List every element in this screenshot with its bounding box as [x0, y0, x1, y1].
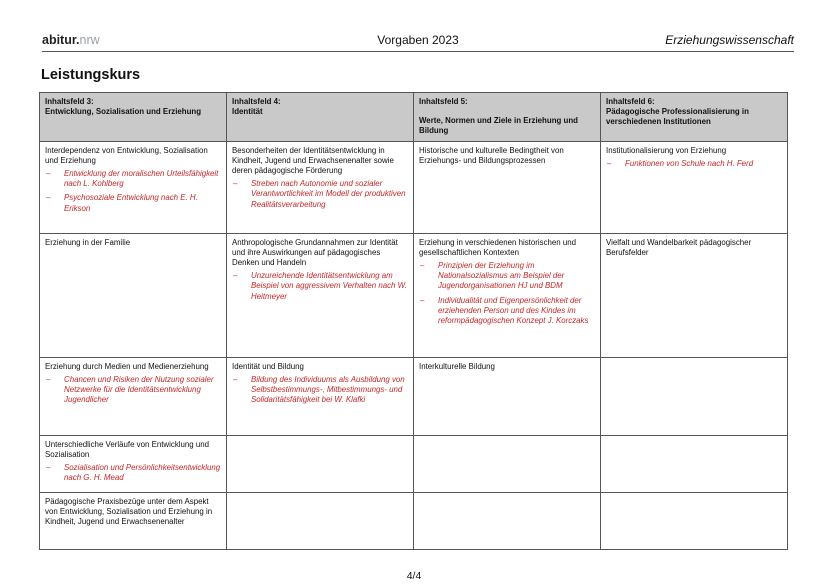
logo-main-text: abitur. [42, 33, 80, 47]
topic-text: Historische und kulturelle Bedingtheit von Erziehungs- und Bildungsprozessen [419, 145, 564, 165]
logo-suffix-text: nrw [79, 33, 100, 47]
table-cell [40, 357, 227, 435]
table-cell [40, 141, 227, 233]
focus-item: – Streben nach Autonomie und sozialer Verantwortlichkeit im Modell der produktiven Realitätsverarbeitung [232, 179, 408, 210]
table-cell [414, 492, 601, 549]
focus-list [606, 159, 782, 169]
column-header-title: Inhaltsfeld 4: [232, 97, 281, 106]
topic-text: Pädagogische Praxisbezüge unter dem Aspekt von Entwicklung, Sozialisation und Erziehung in Kindheit, Jugend und Erwachsenenalter [45, 496, 213, 527]
column-header [40, 93, 227, 142]
table-cell [414, 435, 601, 492]
table-cell [601, 141, 788, 233]
focus-item: – Unzureichende Identitätsentwicklung am Beispiel von aggressivem Verhalten nach W. Heitmeyer [232, 271, 408, 302]
table-cell [601, 435, 788, 492]
topic-text: Interkulturelle Bildung [419, 361, 495, 371]
focus-item: – Sozialisation und Persönlichkeitsentwicklung nach G. H. Mead [45, 463, 221, 483]
topic-text: Interdependenz von Entwicklung, Sozialisation und Erziehung [45, 145, 208, 165]
table-cell [414, 233, 601, 357]
table-row [40, 233, 788, 357]
topic-text: Unterschiedliche Verläufe von Entwicklung und Sozialisation [45, 439, 210, 459]
focus-item: – Individualität und Eigenpersönlichkeit der erziehenden Person und des Kindes im reformpädagogischen Konzept J. Korczaks [419, 296, 595, 327]
table-cell [414, 141, 601, 233]
table-cell [601, 233, 788, 357]
focus-list [419, 261, 595, 326]
column-header-title: Inhaltsfeld 5: [419, 97, 468, 106]
table-body [40, 141, 788, 549]
table-row [40, 141, 788, 233]
focus-item: – Chancen und Risiken der Nutzung sozialer Netzwerke für die Identitätsentwicklung Jugendlicher [45, 375, 221, 406]
table-cell [414, 357, 601, 435]
table-cell [227, 435, 414, 492]
focus-list [45, 375, 221, 406]
table-cell [227, 492, 414, 549]
topic-text: Erziehung in der Familie [45, 237, 131, 247]
table-cell [40, 435, 227, 492]
table-row [40, 492, 788, 549]
header-subject: Erziehungswissenschaft [665, 33, 794, 47]
topic-text: Erziehung in verschiedenen historischen und gesellschaftlichen Kontexten [419, 237, 577, 257]
column-header-subtitle: Identität [232, 107, 263, 117]
focus-item: – Psychosoziale Entwicklung nach E. H. Erikson [45, 193, 221, 213]
header-center-text: Vorgaben 2023 [377, 33, 459, 47]
table-cell [227, 141, 414, 233]
table-cell [227, 233, 414, 357]
focus-item: – Prinzipien der Erziehung im Nationalsozialismus am Beispiel der Jugendorganisationen HJ und BDM [419, 261, 595, 292]
table-cell [40, 492, 227, 549]
page-title: Leistungskurs [41, 67, 141, 83]
focus-list [232, 179, 408, 210]
topic-text: Anthropologische Grundannahmen zur Identität und ihre Auswirkungen auf pädagogisches Denken und Handeln [232, 237, 398, 268]
table-cell [40, 233, 227, 357]
focus-item: – Funktionen von Schule nach H. Ferd [606, 159, 782, 169]
table-cell [601, 492, 788, 549]
topic-text: Vielfalt und Wandelbarkeit pädagogischer Berufsfelder [606, 237, 752, 257]
topic-text: Identität und Bildung [232, 361, 304, 371]
curriculum-table [39, 92, 788, 550]
column-header-title: Inhaltsfeld 3: [45, 97, 94, 106]
topic-text: Erziehung durch Medien und Medienerziehung [45, 361, 209, 371]
focus-item: – Bildung des Individuums als Ausbildung von Selbstbestimmungs-, Mitbestimmungs- und Solidaritätsfähigkeit bei W. Klafki [232, 375, 408, 406]
table-cell [227, 357, 414, 435]
column-header [227, 93, 414, 142]
focus-list [232, 271, 408, 302]
focus-list [45, 463, 221, 483]
focus-item: – Entwicklung der moralischen Urteilsfähigkeit nach L. Kohlberg [45, 169, 221, 189]
column-header-subtitle: Entwicklung, Sozialisation und Erziehung [45, 107, 202, 117]
focus-list [45, 169, 221, 214]
table-row [40, 435, 788, 492]
focus-list [232, 375, 408, 406]
column-header-subtitle: Pädagogische Professionalisierung in verschiedenen Institutionen [606, 107, 749, 127]
table-cell [601, 357, 788, 435]
column-header [414, 93, 601, 142]
table-row [40, 357, 788, 435]
column-header-subtitle: Werte, Normen und Ziele in Erziehung und Bildung [419, 116, 578, 136]
page-number: 4/4 [406, 570, 422, 582]
table-header-row [40, 93, 788, 142]
column-header-title: Inhaltsfeld 6: [606, 97, 655, 106]
column-header [601, 93, 788, 142]
topic-text: Besonderheiten der Identitätsentwicklung in Kindheit, Jugend und Erwachsenenalter sowie deren pädagogische Förderung [232, 145, 394, 176]
page-header [42, 33, 794, 52]
topic-text: Institutionalisierung von Erziehung [606, 145, 727, 155]
